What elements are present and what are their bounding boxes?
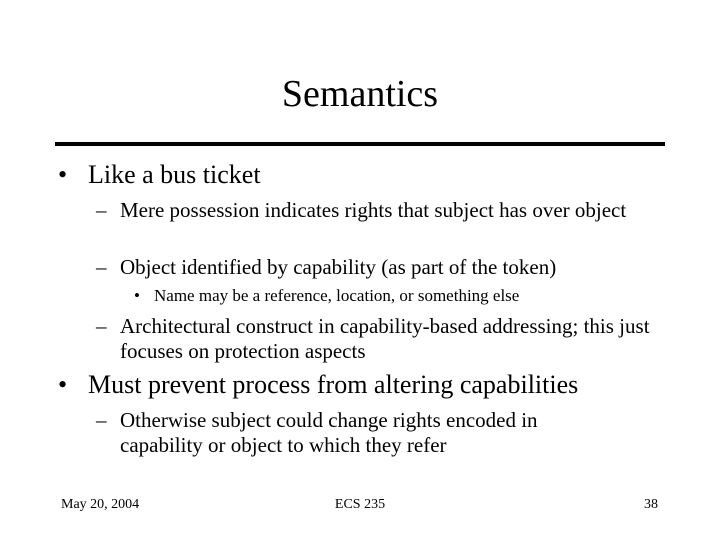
sub-sub-bullet-text: Name may be a reference, location, or something else bbox=[154, 286, 520, 305]
dash-marker: – bbox=[96, 198, 107, 222]
dash-marker: – bbox=[96, 408, 107, 432]
footer-course: ECS 235 bbox=[334, 497, 386, 512]
dash-marker: – bbox=[96, 255, 107, 279]
sub-bullet-item bbox=[96, 408, 676, 458]
bullet-marker: • bbox=[58, 370, 68, 399]
sub-bullet-item bbox=[96, 314, 676, 364]
sub-sub-bullet-item bbox=[134, 286, 694, 306]
bullet-marker: • bbox=[134, 286, 140, 305]
bullet-item bbox=[58, 160, 678, 190]
title-divider bbox=[55, 142, 665, 146]
footer-date: May 20, 2004 bbox=[61, 497, 140, 512]
sub-bullet-item bbox=[96, 198, 676, 223]
bullet-text: Must prevent process from altering capabilities bbox=[88, 370, 579, 399]
sub-bullet-text: Object identified by capability (as part of the token) bbox=[120, 255, 557, 279]
sub-bullet-item bbox=[96, 255, 676, 280]
sub-bullet-text: Mere possession indicates rights that subject has over object bbox=[120, 198, 627, 222]
bullet-item bbox=[58, 370, 678, 400]
slide-title: Semantics bbox=[281, 73, 439, 115]
sub-bullet-text: Otherwise subject could change rights encoded in capability or object to which they refer bbox=[120, 408, 538, 457]
bullet-text: Like a bus ticket bbox=[88, 160, 261, 189]
page-number: 38 bbox=[644, 497, 658, 512]
bullet-marker: • bbox=[58, 160, 68, 189]
dash-marker: – bbox=[96, 314, 107, 338]
sub-bullet-text: Architectural construct in capability-based addressing; this just focuses on protection aspects bbox=[120, 314, 650, 363]
